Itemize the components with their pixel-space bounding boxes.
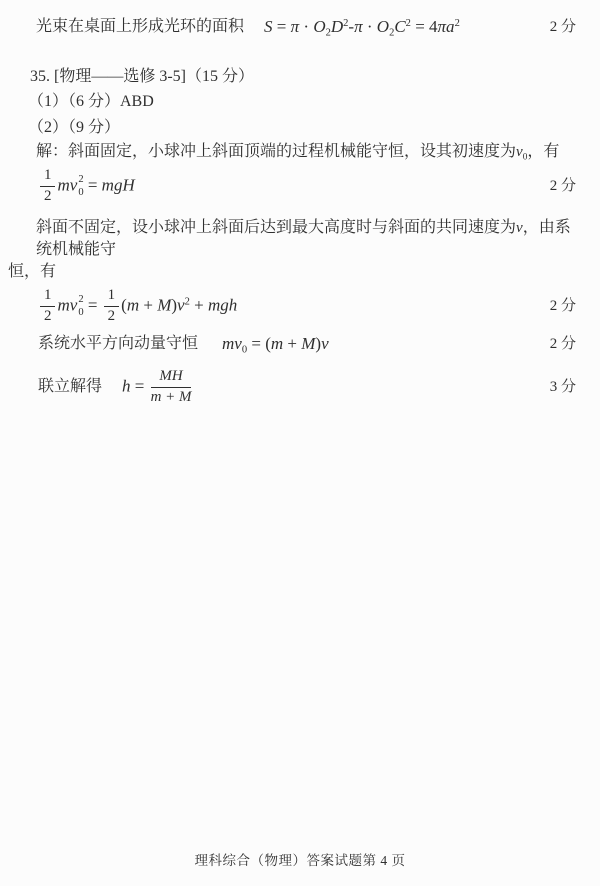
- result-equation: h = $\frac{MH}{m + M}$: [122, 367, 192, 405]
- part-1-answer-line: [28, 91, 576, 113]
- v0-inline-symbol: $v_0$: [516, 144, 528, 163]
- momentum-line: [38, 333, 576, 355]
- score-badge: 2 分: [549, 336, 576, 352]
- question-35-header: [30, 66, 576, 88]
- incline-text-prefix: 斜面不固定，设小球冲上斜面后达到最大高度时与斜面的共同速度为: [36, 219, 517, 236]
- part-2-header-line: [28, 117, 576, 139]
- score-badge: 3 分: [549, 379, 576, 395]
- momentum-equation: $mv_0 = (m + M)v$: [222, 334, 329, 356]
- incline-text-suffix: ，由系统机械能守: [36, 219, 571, 258]
- result-label: 联立解得: [38, 378, 103, 395]
- part-1-answer: （1）（6 分）ABD: [28, 93, 154, 110]
- area-result-line: [8, 16, 576, 38]
- energy-fixed-equation-line: [8, 163, 576, 209]
- solution-intro-line: [36, 141, 576, 163]
- solution-intro-tail: ，有: [527, 143, 560, 160]
- momentum-label: 系统水平方向动量守恒: [38, 335, 199, 352]
- area-description: 光束在桌面上形成光环的面积: [36, 18, 245, 35]
- solution-intro-text: 解：斜面固定，小球冲上斜面顶端的过程机械能守恒，设其初速度为: [36, 143, 517, 160]
- energy-free-equation: $\frac{1}{2}$ mv 2 0 = $\frac{1}{2}$ $(m + M)v^2$ + mgh: [38, 287, 237, 326]
- part-2-header: （2）（9 分）: [28, 119, 121, 136]
- energy-free-equation-line: [8, 283, 576, 329]
- score-badge: 2 分: [549, 298, 576, 314]
- incline-text-wrap: 恒，有: [8, 263, 57, 280]
- score-badge: 2 分: [549, 19, 576, 35]
- energy-fixed-equation: $\frac{1}{2}$ mv 2 0 = mgH: [38, 167, 135, 206]
- result-line: [38, 363, 576, 411]
- page-footer: 理科综合（物理）答案试题第 4 页: [194, 853, 406, 868]
- area-formula: $S = \pi \cdot O_2D^2-\pi \cdot O_2C^2 = 4\pi a^2$: [264, 17, 460, 39]
- score-badge: 2 分: [549, 178, 576, 194]
- incline-paragraph-line-1: [8, 217, 576, 261]
- v-inline-symbol: v: [516, 220, 523, 236]
- question-35-title: 35. [物理——选修 3-5]（15 分）: [30, 68, 254, 85]
- incline-paragraph: [8, 217, 576, 283]
- incline-paragraph-line-2: [8, 261, 576, 283]
